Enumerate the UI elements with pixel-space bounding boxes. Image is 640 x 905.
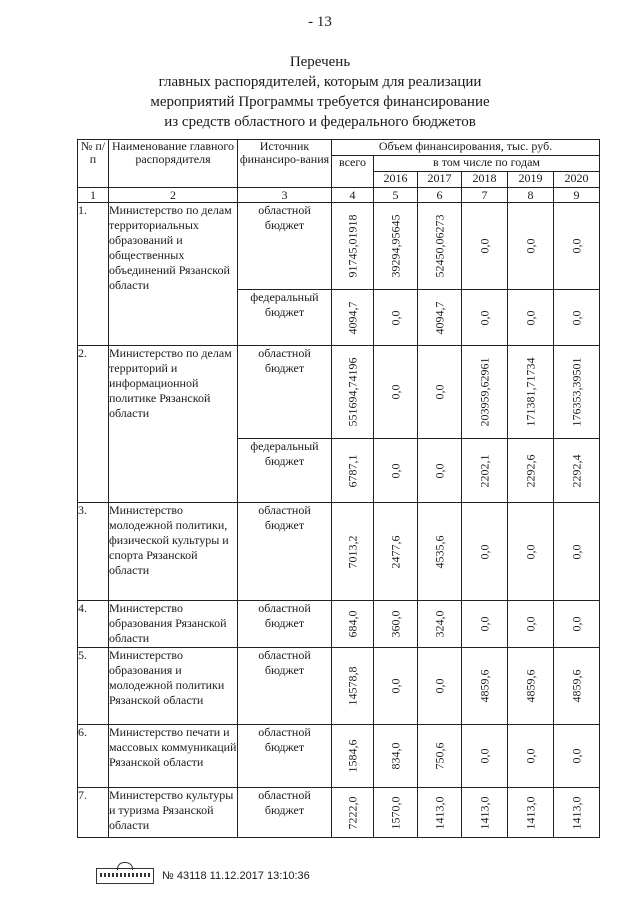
- value-cell: 360,0: [374, 601, 418, 648]
- header-year: 2020: [554, 172, 600, 188]
- title-line: мероприятий Программы требуется финансирование: [150, 94, 490, 110]
- funding-source: областной бюджет: [238, 346, 332, 439]
- value-cell: 176353,39501: [554, 346, 600, 439]
- header-num: № п/п: [78, 140, 109, 188]
- value-cell: 0,0: [508, 203, 554, 290]
- registration-stamp: № 43118 11.12.2017 13:10:36: [162, 870, 310, 882]
- header-year: 2016: [374, 172, 418, 188]
- value-cell: 750,6: [418, 725, 462, 788]
- value-cell: 0,0: [508, 503, 554, 601]
- funding-source: областной бюджет: [238, 601, 332, 648]
- value-cell: 2477,6: [374, 503, 418, 601]
- value-cell: 7013,2: [332, 503, 374, 601]
- value-cell: 203959,62961: [462, 346, 508, 439]
- header-year: 2019: [508, 172, 554, 188]
- distributor-name: Министерство по делам территорий и информационной политике Рязанской области: [109, 346, 238, 503]
- column-number: 7: [462, 188, 508, 203]
- row-number: 3.: [78, 503, 109, 601]
- value-cell: 171381,71734: [508, 346, 554, 439]
- value-cell: 684,0: [332, 601, 374, 648]
- value-cell: 0,0: [554, 290, 600, 346]
- value-cell: 6787,1: [332, 439, 374, 503]
- row-number: 2.: [78, 346, 109, 503]
- column-number: 2: [109, 188, 238, 203]
- column-number: 3: [238, 188, 332, 203]
- header-name: Наименование главного распорядителя: [109, 140, 238, 188]
- value-cell: 52450,06273: [418, 203, 462, 290]
- value-cell: 1413,0: [418, 788, 462, 838]
- value-cell: 0,0: [462, 290, 508, 346]
- column-number: 9: [554, 188, 600, 203]
- value-cell: 1584,6: [332, 725, 374, 788]
- value-cell: 0,0: [508, 725, 554, 788]
- funding-table: [77, 139, 600, 838]
- value-cell: 2292,4: [554, 439, 600, 503]
- header-total: всего: [332, 156, 374, 188]
- value-cell: 324,0: [418, 601, 462, 648]
- value-cell: 4859,6: [462, 648, 508, 725]
- funding-source: областной бюджет: [238, 788, 332, 838]
- table-row: [78, 788, 600, 838]
- distributor-name: Министерство печати и массовых коммуникаций Рязанской области: [109, 725, 238, 788]
- row-number: 7.: [78, 788, 109, 838]
- header-source: Источник финансиро-вания: [238, 140, 332, 188]
- header-year: 2017: [418, 172, 462, 188]
- row-number: 4.: [78, 601, 109, 648]
- value-cell: 0,0: [462, 203, 508, 290]
- column-number: 6: [418, 188, 462, 203]
- value-cell: 0,0: [374, 290, 418, 346]
- value-cell: 0,0: [374, 439, 418, 503]
- value-cell: 0,0: [554, 203, 600, 290]
- column-number: 8: [508, 188, 554, 203]
- registry-stamp-icon: [96, 868, 154, 884]
- value-cell: 0,0: [418, 648, 462, 725]
- value-cell: 1413,0: [508, 788, 554, 838]
- column-number: 1: [78, 188, 109, 203]
- header-by-years: в том числе по годам: [374, 156, 600, 172]
- header-volume: Объем финансирования, тыс. руб.: [332, 140, 600, 156]
- funding-source: областной бюджет: [238, 203, 332, 290]
- value-cell: 2292,6: [508, 439, 554, 503]
- distributor-name: Министерство молодежной политики, физической культуры и спорта Рязанской области: [109, 503, 238, 601]
- value-cell: 0,0: [508, 601, 554, 648]
- value-cell: 0,0: [462, 503, 508, 601]
- distributor-name: Министерство образования и молодежной политики Рязанской области: [109, 648, 238, 725]
- value-cell: 0,0: [374, 648, 418, 725]
- value-cell: 0,0: [554, 503, 600, 601]
- value-cell: 1570,0: [374, 788, 418, 838]
- value-cell: 4535,6: [418, 503, 462, 601]
- funding-source: федеральный бюджет: [238, 439, 332, 503]
- value-cell: 14578,8: [332, 648, 374, 725]
- distributor-name: Министерство культуры и туризма Рязанской области: [109, 788, 238, 838]
- title-line: Перечень: [289, 54, 351, 70]
- value-cell: 0,0: [554, 601, 600, 648]
- value-cell: 4859,6: [508, 648, 554, 725]
- table-row: [78, 648, 600, 725]
- title-line: главных распорядителей, которым для реализации: [158, 74, 482, 90]
- page-number: - 13: [308, 14, 332, 30]
- value-cell: 0,0: [462, 725, 508, 788]
- value-cell: 0,0: [554, 725, 600, 788]
- value-cell: 834,0: [374, 725, 418, 788]
- value-cell: 0,0: [418, 346, 462, 439]
- funding-source: областной бюджет: [238, 503, 332, 601]
- value-cell: 0,0: [508, 290, 554, 346]
- document-title: [0, 52, 640, 132]
- column-number: 4: [332, 188, 374, 203]
- value-cell: 0,0: [418, 439, 462, 503]
- table-row: [78, 503, 600, 601]
- value-cell: 4094,7: [418, 290, 462, 346]
- distributor-name: Министерство образования Рязанской области: [109, 601, 238, 648]
- value-cell: 0,0: [374, 346, 418, 439]
- column-number: 5: [374, 188, 418, 203]
- value-cell: 91745,01918: [332, 203, 374, 290]
- value-cell: 2202,1: [462, 439, 508, 503]
- row-number: 6.: [78, 725, 109, 788]
- table-row: [78, 203, 600, 290]
- funding-source: федеральный бюджет: [238, 290, 332, 346]
- funding-source: областной бюджет: [238, 725, 332, 788]
- title-line: из средств областного и федерального бюджетов: [164, 114, 476, 130]
- row-number: 5.: [78, 648, 109, 725]
- value-cell: 4094,7: [332, 290, 374, 346]
- value-cell: 7222,0: [332, 788, 374, 838]
- value-cell: 4859,6: [554, 648, 600, 725]
- value-cell: 1413,0: [462, 788, 508, 838]
- table-row: [78, 346, 600, 439]
- header-year: 2018: [462, 172, 508, 188]
- value-cell: 1413,0: [554, 788, 600, 838]
- table-row: [78, 601, 600, 648]
- value-cell: 39294,95645: [374, 203, 418, 290]
- value-cell: 0,0: [462, 601, 508, 648]
- document-footer: [96, 868, 310, 884]
- table-row: [78, 725, 600, 788]
- row-number: 1.: [78, 203, 109, 346]
- value-cell: 551694,74196: [332, 346, 374, 439]
- distributor-name: Министерство по делам территориальных образований и общественных объединений Рязанской области: [109, 203, 238, 346]
- funding-source: областной бюджет: [238, 648, 332, 725]
